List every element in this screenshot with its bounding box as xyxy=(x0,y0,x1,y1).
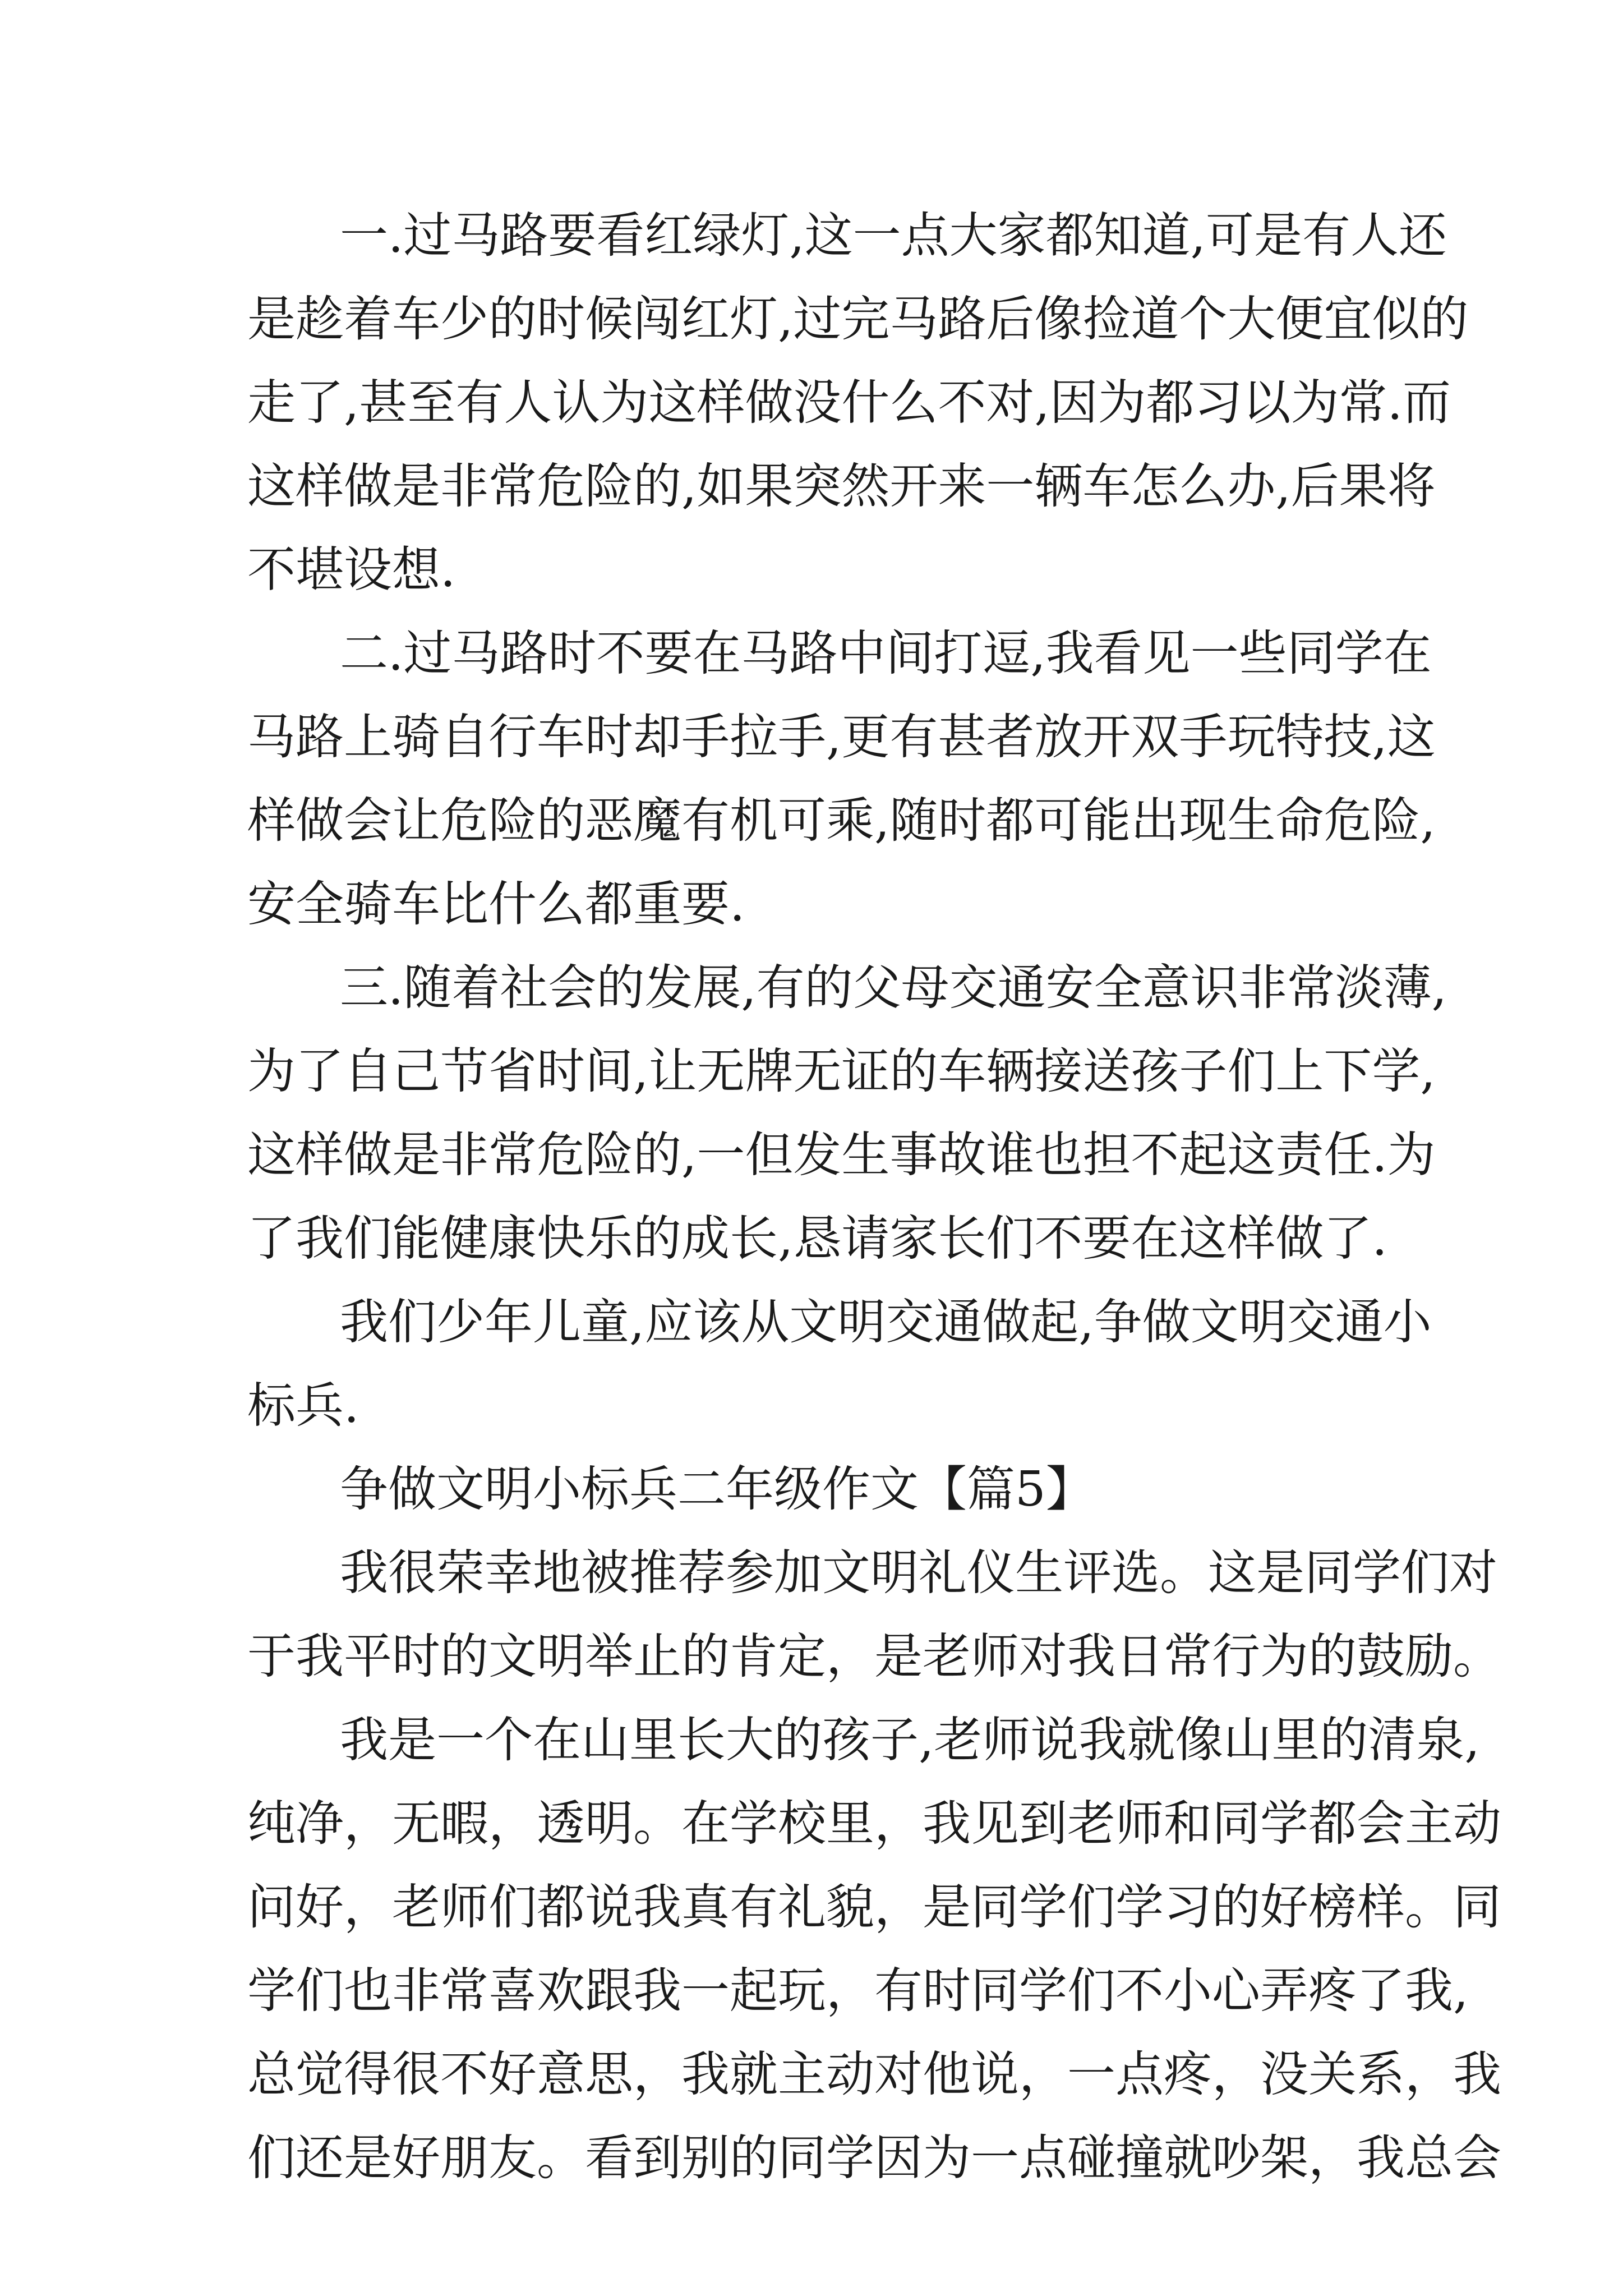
body-line: 安全骑车比什么都重要. xyxy=(247,876,745,932)
body-line: 二.过马路时不要在马路中间打逗,我看见一些同学在 xyxy=(340,625,1432,682)
body-line: 三.随着社会的发展,有的父母交通安全意识非常淡薄, xyxy=(340,960,1447,1016)
body-line: 是趁着车少的时候闯红灯,过完马路后像捡道个大便宜似的 xyxy=(247,291,1469,347)
body-line: 样做会让危险的恶魔有机可乘,随时都可能出现生命危险, xyxy=(247,793,1436,849)
body-line: 这样做是非常危险的,一但发生事故谁也担不起这责任.为 xyxy=(247,1127,1436,1183)
body-line: 马路上骑自行车时却手拉手,更有甚者放开双手玩特技,这 xyxy=(247,709,1436,765)
body-line: 学们也非常喜欢跟我一起玩，有时同学们不小心弄疼了我, xyxy=(247,1963,1469,2019)
section-heading: 争做文明小标兵二年级作文【篇5】 xyxy=(340,1461,1094,1517)
body-line: 纯净，无暇，透明。在学校里，我见到老师和同学都会主动 xyxy=(247,1796,1501,1852)
body-line: 我很荣幸地被推荐参加文明礼仪生评选。这是同学们对 xyxy=(340,1545,1497,1601)
body-line: 总觉得很不好意思，我就主动对他说，一点疼，没关系，我 xyxy=(247,2046,1501,2102)
body-line: 于我平时的文明举止的肯定，是老师对我日常行为的鼓励。 xyxy=(247,1628,1501,1685)
body-line: 这样做是非常危险的,如果突然开来一辆车怎么办,后果将 xyxy=(247,458,1436,514)
body-line: 标兵. xyxy=(247,1378,359,1434)
body-line: 一.过马路要看红绿灯,这一点大家都知道,可是有人还 xyxy=(340,208,1447,264)
body-line: 我们少年儿童,应该从文明交通做起,争做文明交通小 xyxy=(340,1294,1432,1350)
body-line: 了我们能健康快乐的成长,恳请家长们不要在这样做了. xyxy=(247,1211,1387,1267)
body-line: 我是一个在山里长大的孩子,老师说我就像山里的清泉, xyxy=(340,1712,1480,1768)
body-line: 不堪设想. xyxy=(247,542,456,598)
body-line: 走了,甚至有人认为这样做没什么不对,因为都习以为常.而 xyxy=(247,375,1451,431)
body-line: 问好，老师们都说我真有礼貌，是同学们学习的好榜样。同 xyxy=(247,1879,1501,1935)
body-line: 们还是好朋友。看到别的同学因为一点碰撞就吵架，我总会 xyxy=(247,2130,1501,2186)
body-line: 为了自己节省时间,让无牌无证的车辆接送孩子们上下学, xyxy=(247,1043,1436,1099)
